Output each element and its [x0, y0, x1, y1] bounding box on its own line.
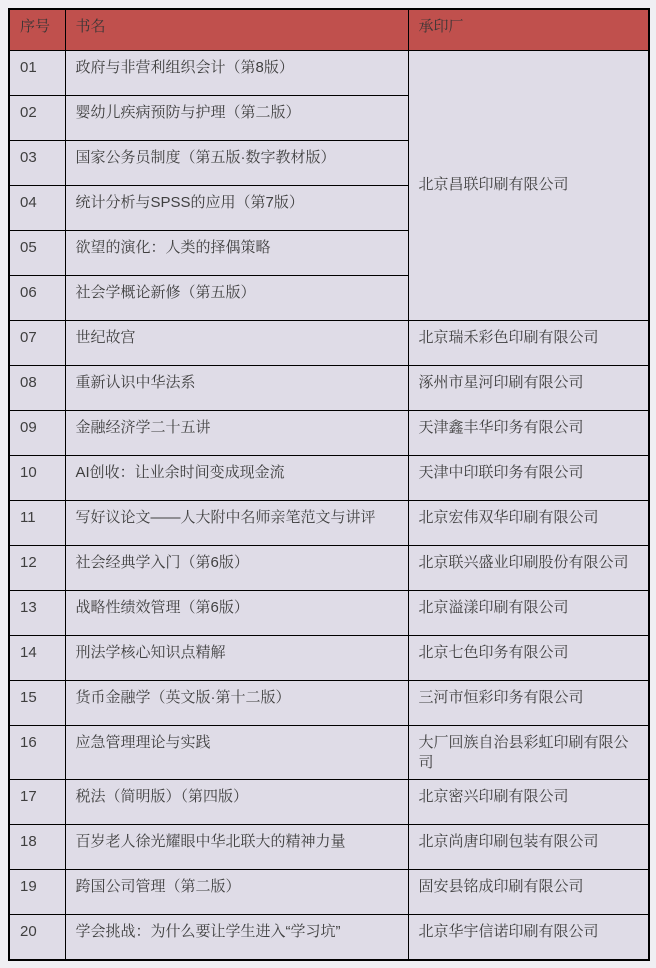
table-row [9, 780, 649, 825]
book-title: AI创收：让业余时间变成现金流 [65, 455, 408, 500]
row-number: 06 [9, 275, 65, 320]
book-title: 政府与非营利组织会计（第8版） [65, 50, 408, 95]
row-number: 15 [9, 680, 65, 725]
row-number: 20 [9, 915, 65, 960]
printer-name: 三河市恒彩印务有限公司 [408, 680, 649, 725]
table-row [9, 545, 649, 590]
book-printer-table [8, 8, 650, 961]
printer-name-merged: 北京昌联印刷有限公司 [408, 50, 649, 320]
printer-name: 大厂回族自治县彩虹印刷有限公司 [408, 725, 649, 780]
printer-name: 北京尚唐印刷包装有限公司 [408, 825, 649, 870]
table-header [9, 9, 649, 50]
printer-name: 固安县铭成印刷有限公司 [408, 870, 649, 915]
table-row [9, 680, 649, 725]
row-number: 10 [9, 455, 65, 500]
table-row [9, 500, 649, 545]
row-number: 08 [9, 365, 65, 410]
book-title: 社会经典学入门（第6版） [65, 545, 408, 590]
header-row [9, 9, 649, 50]
table-body [9, 50, 649, 960]
row-number: 16 [9, 725, 65, 780]
book-title: 婴幼儿疾病预防与护理（第二版） [65, 95, 408, 140]
book-title: 重新认识中华法系 [65, 365, 408, 410]
header-cell-printer: 承印厂 [408, 9, 649, 50]
header-cell-no: 序号 [9, 9, 65, 50]
row-number: 19 [9, 870, 65, 915]
row-number: 03 [9, 140, 65, 185]
book-title: 货币金融学（英文版·第十二版） [65, 680, 408, 725]
row-number: 11 [9, 500, 65, 545]
row-number: 12 [9, 545, 65, 590]
table-row [9, 455, 649, 500]
table-row [9, 320, 649, 365]
book-title: 学会挑战：为什么要让学生进入“学习坑” [65, 915, 408, 960]
book-title: 国家公务员制度（第五版·数字教材版） [65, 140, 408, 185]
book-title: 世纪故宫 [65, 320, 408, 365]
book-title: 刑法学核心知识点精解 [65, 635, 408, 680]
table-row [9, 915, 649, 960]
row-number: 01 [9, 50, 65, 95]
row-number: 13 [9, 590, 65, 635]
row-number: 04 [9, 185, 65, 230]
row-number: 17 [9, 780, 65, 825]
printer-name: 北京七色印务有限公司 [408, 635, 649, 680]
book-title: 应急管理理论与实践 [65, 725, 408, 780]
table-row [9, 635, 649, 680]
book-title: 金融经济学二十五讲 [65, 410, 408, 455]
table-row [9, 410, 649, 455]
row-number: 14 [9, 635, 65, 680]
printer-name: 北京联兴盛业印刷股份有限公司 [408, 545, 649, 590]
table-row [9, 365, 649, 410]
book-title: 百岁老人徐光耀眼中华北联大的精神力量 [65, 825, 408, 870]
book-title: 写好议论文——人大附中名师亲笔范文与讲评 [65, 500, 408, 545]
printer-name: 涿州市星河印刷有限公司 [408, 365, 649, 410]
book-title: 跨国公司管理（第二版） [65, 870, 408, 915]
book-title: 社会学概论新修（第五版） [65, 275, 408, 320]
printer-name: 天津鑫丰华印务有限公司 [408, 410, 649, 455]
table-row [9, 50, 649, 95]
row-number: 07 [9, 320, 65, 365]
table-row [9, 590, 649, 635]
row-number: 18 [9, 825, 65, 870]
table-row [9, 870, 649, 915]
row-number: 02 [9, 95, 65, 140]
book-title: 统计分析与SPSS的应用（第7版） [65, 185, 408, 230]
printer-name: 北京密兴印刷有限公司 [408, 780, 649, 825]
table-row [9, 825, 649, 870]
header-cell-title: 书名 [65, 9, 408, 50]
printer-name: 北京溢漾印刷有限公司 [408, 590, 649, 635]
book-title: 欲望的演化：人类的择偶策略 [65, 230, 408, 275]
row-number: 09 [9, 410, 65, 455]
book-title: 战略性绩效管理（第6版） [65, 590, 408, 635]
row-number: 05 [9, 230, 65, 275]
printer-name: 北京瑞禾彩色印刷有限公司 [408, 320, 649, 365]
printer-name: 天津中印联印务有限公司 [408, 455, 649, 500]
printer-name: 北京宏伟双华印刷有限公司 [408, 500, 649, 545]
book-title: 税法（简明版）（第四版） [65, 780, 408, 825]
table-row [9, 725, 649, 780]
printer-name: 北京华宇信诺印刷有限公司 [408, 915, 649, 960]
